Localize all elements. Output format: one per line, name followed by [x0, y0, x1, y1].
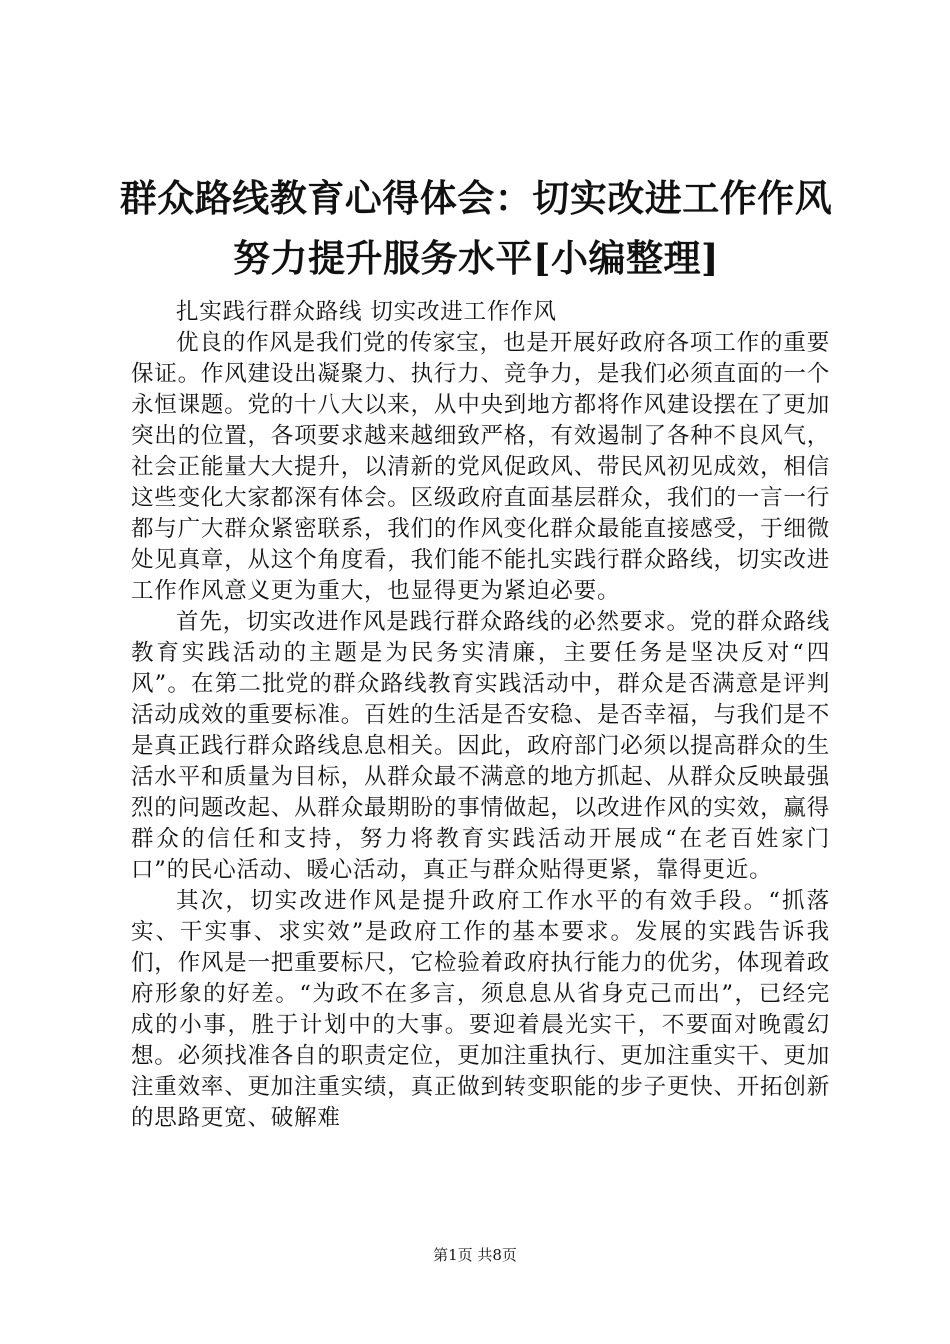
document-body: [131, 297, 830, 1134]
body-paragraph: 优良的作风是我们党的传家宝，也是开展好政府各项工作的重要保证。作风建设出凝聚力、执行力、竞争力，是我们必须直面的一个永恒课题。党的十八大以来，从中央到地方都将作风建设摆在了更加突出的位置，各项要求越来越细致严格，有效遏制了各种不良风气，社会正能量大大提升，以清新的党风促政风、带民风初见成效，相信这些变化大家都深有体会。区级政府直面基层群众，我们的一言一行都与广大群众紧密联系，我们的作风变化群众最能直接感受，于细微处见真章，从这个角度看，我们能不能扎实践行群众路线，切实改进工作作风意义更为重大，也显得更为紧迫必要。: [131, 330, 831, 604]
body-paragraph: 首先，切实改进作风是践行群众路线的必然要求。党的群众路线教育实践活动的主题是为民务实清廉，主要任务是坚决反对“四风”。在第二批党的群众路线教育实践活动中，群众是否满意是评判活动成效的重要标准。百姓的生活是否安稳、是否幸福，与我们是不是真正践行群众路线息息相关。因此，政府部门必须以提高群众的生活水平和质量为目标，从群众最不满意的地方抓起、从群众反映最强烈的问题改起、从群众最期盼的事情做起，以改进作风的实效，赢得群众的信任和支持，努力将教育实践活动开展成“在老百姓家门口”的民心活动、暖心活动，真正与群众贴得更紧，靠得更近。: [131, 609, 831, 883]
page-number-footer: 第1页 共8页: [433, 1246, 517, 1264]
section-subheading: 扎实践行群众路线 切实改进工作作风: [176, 299, 557, 325]
document-title: 群众路线教育心得体会：切实改进工作作风努力提升服务水平[小编整理]: [119, 176, 833, 280]
body-paragraph: 其次，切实改进作风是提升政府工作水平的有效手段。“抓落实、干实事、求实效”是政府工作的基本要求。发展的实践告诉我们，作风是一把重要标尺，它检验着政府执行能力的优劣，体现着政府形象的好差。“为政不在多言，须息息从省身克己而出”，已经完成的小事，胜于计划中的大事。要迎着晨光实干，不要面对晚霞幻想。必须找准各自的职责定位，更加注重执行、更加注重实干、更加注重效率、更加注重实绩，真正做到转变职能的步子更快、开拓创新的思路更宽、破解难: [131, 888, 831, 1131]
